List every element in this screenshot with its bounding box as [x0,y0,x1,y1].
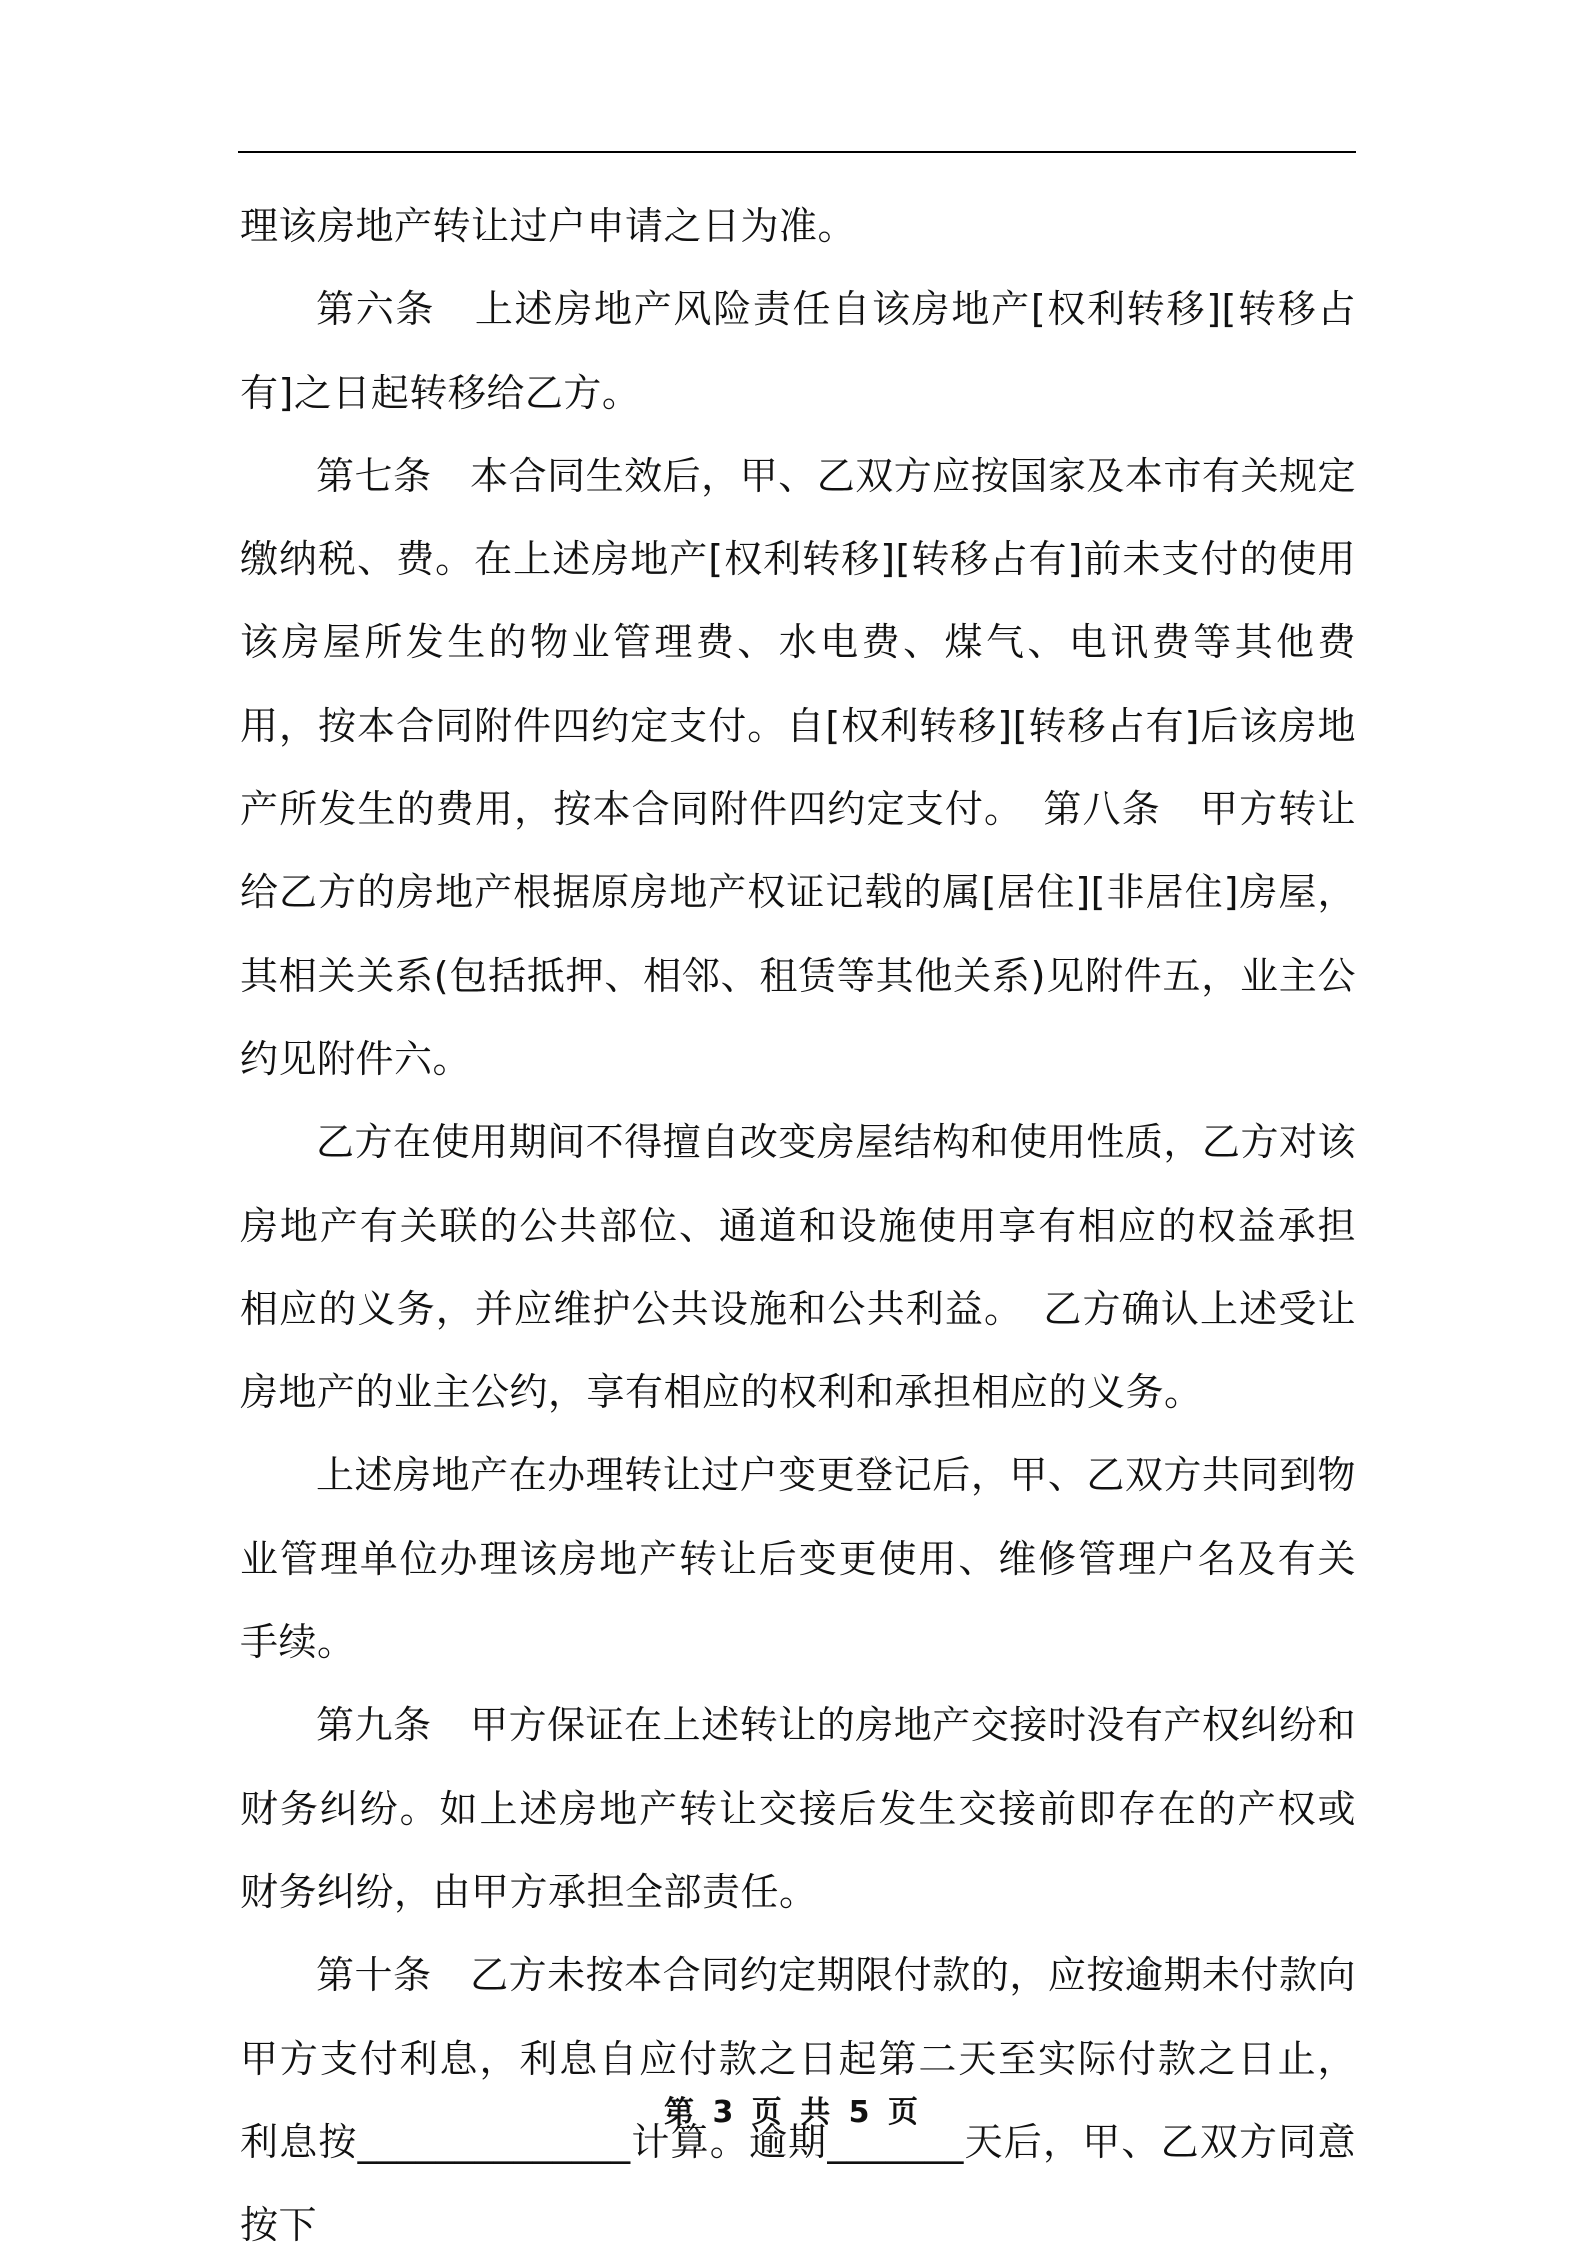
article-10-text-1: 第十条 乙方未按本合同约定期限付款的，应按逾期未付款向甲方支付利息，利息自应付款之日起第二天至实际付款之日止，利息按 [240,1953,1356,2164]
page-number: 第 3 页 共 5 页 [664,2095,922,2130]
paragraph-property-management: 上述房地产在办理转让过户变更登记后，甲、乙双方共同到物业管理单位办理该房地产转让后变更使用、维修管理户名及有关手续。 [240,1453,1356,1665]
blank-overdue-days: _______ [827,2119,964,2164]
paragraph-article-6: 第六条 上述房地产风险责任自该房地产[权利转移][转移占有]之日起转移给乙方。 [240,287,1356,415]
header-divider [238,151,1356,153]
paragraph-party-b-usage: 乙方在使用期间不得擅自改变房屋结构和使用性质，乙方对该房地产有关联的公共部位、通道和设施使用享有相应的权益承担相应的义务，并应维护公共设施和公共利益。 乙方确认上述受让房地产的业主公约，享有相应的权利和承担相应的义务。 [240,1120,1356,1415]
article-10-text-2: 计算。逾期 [630,2119,828,2164]
document-body [240,185,1356,2267]
paragraph-article-7-8: 第七条 本合同生效后，甲、乙双方应按国家及本市有关规定缴纳税、费。在上述房地产[权利转移][转移占有]前未支付的使用该房屋所发生的物业管理费、水电费、煤气、电讯费等其他费用，按本合同附件四约定支付。自[权利转移][转移占有]后该房地产所发生的费用，按本合同附件四约定支付。 第八条 甲方转让给乙方的房地产根据原房地产权证记载的属[居住][非居住]房屋，其相关关系(包括抵押、相邻、租赁等其他关系)见附件五，业主公约见附件六。 [240,453,1356,1081]
article-10-text-3: 天后，甲、乙双方同意按下 [240,2119,1356,2248]
paragraph-continuation: 理该房地产转让过户申请之日为准。 [240,204,857,248]
paragraph-article-9: 第九条 甲方保证在上述转让的房地产交接时没有产权纠纷和财务纠纷。如上述房地产转让交接后发生交接前即存在的产权或财务纠纷，由甲方承担全部责任。 [240,1703,1356,1914]
blank-interest-rate: ______________ [357,2119,631,2164]
